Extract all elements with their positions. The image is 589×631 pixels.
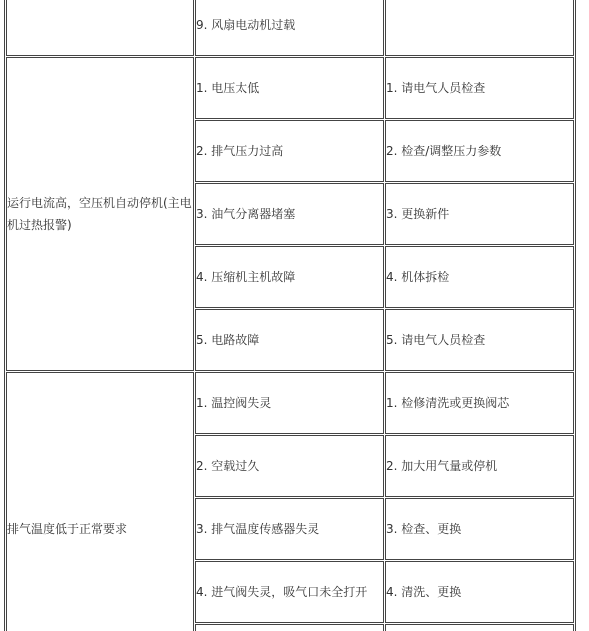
cause-cell: 3. 油气分离器堵塞 [195,183,384,245]
cause-cell: 9. 风扇电动机过载 [195,0,384,56]
solution-cell: 1. 请电气人员检查 [385,57,574,119]
cause-cell: 2. 空载过久 [195,435,384,497]
solution-cell: 2. 加大用气量或停机 [385,435,574,497]
cause-cell-empty [195,624,384,631]
table-row [6,57,574,119]
solution-cell: 5. 请电气人员检查 [385,309,574,371]
cause-cell: 4. 压缩机主机故障 [195,246,384,308]
solution-cell-empty [385,624,574,631]
fault-cell: 运行电流高，空压机自动停机(主电机过热报警) [6,57,194,371]
table-row [6,0,574,56]
fault-cell: 排气温度低于正常要求 [6,372,194,631]
cause-cell: 2. 排气压力过高 [195,120,384,182]
cause-cell: 1. 电压太低 [195,57,384,119]
troubleshooting-table [4,0,576,631]
cause-cell: 1. 温控阀失灵 [195,372,384,434]
solution-cell: 4. 机体拆检 [385,246,574,308]
solution-cell: 1. 检修清洗或更换阀芯 [385,372,574,434]
solution-cell [385,0,574,56]
fault-cell-empty [6,0,194,56]
solution-cell: 3. 更换新件 [385,183,574,245]
solution-cell: 3. 检查、更换 [385,498,574,560]
solution-cell: 2. 检查/调整压力参数 [385,120,574,182]
solution-cell: 4. 清洗、更换 [385,561,574,623]
cause-cell: 5. 电路故障 [195,309,384,371]
cause-cell: 3. 排气温度传感器失灵 [195,498,384,560]
table-row [6,372,574,434]
cause-cell: 4. 进气阀失灵，吸气口未全打开 [195,561,384,623]
